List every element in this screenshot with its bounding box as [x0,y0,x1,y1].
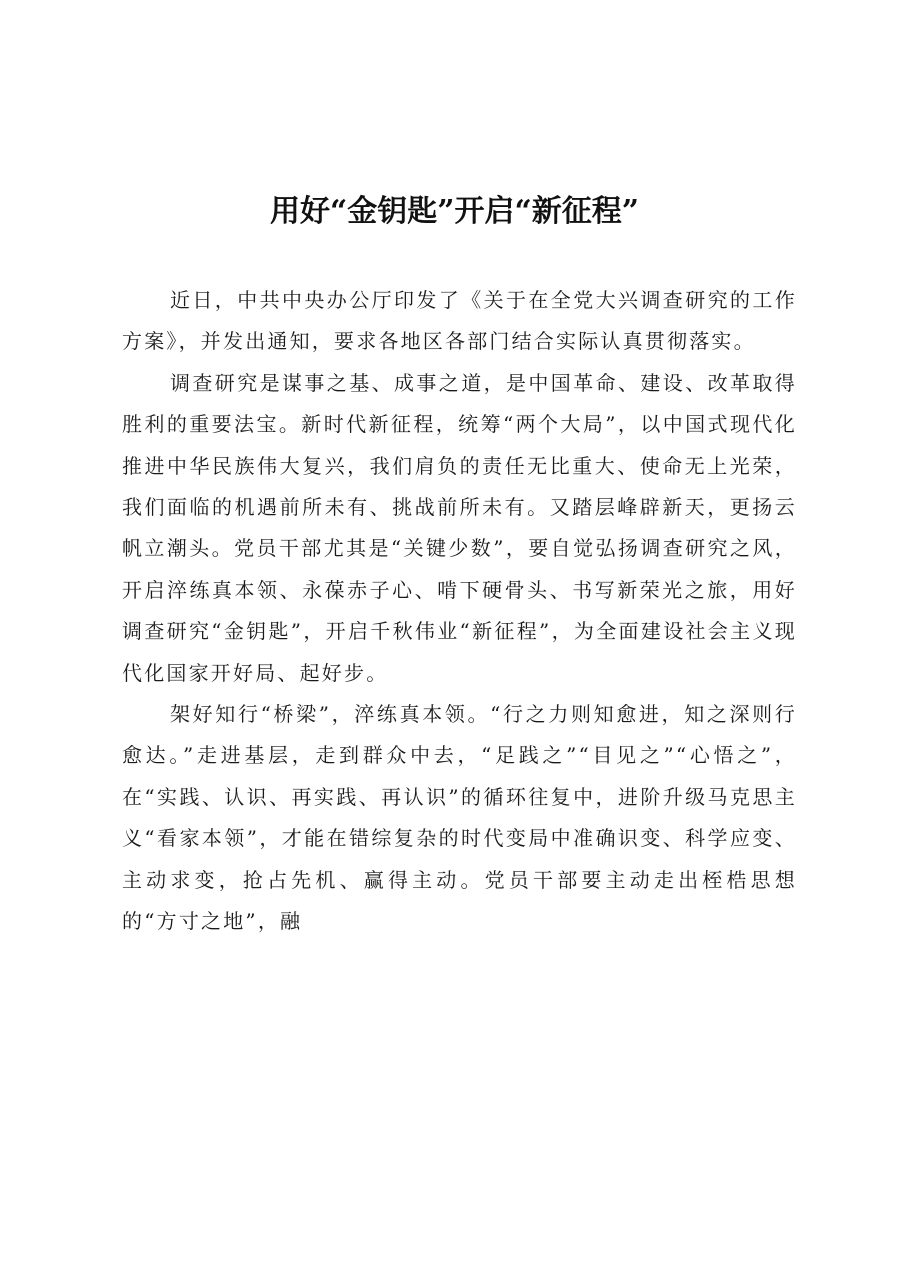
paragraph-intro: 近日，中共中央办公厅印发了《关于在全党大兴调查研究的工作方案》，并发出通知，要求各地区各部门结合实际认真贯彻落实。 [122,288,797,354]
paragraph-significance: 调查研究是谋事之基、成事之道，是中国革命、建设、改革取得胜利的重要法宝。新时代新征程，统筹“两个大局”，以中国式现代化推进中华民族伟大复兴，我们肩负的责任无比重大、使命无上光荣，我们面临的机遇前所未有、挑战前所未有。又踏层峰辟新天，更扬云帆立潮头。党员干部尤其是“关键少数”，要自觉弘扬调查研究之风，开启淬练真本领、永葆赤子心、啃下硬骨头、书写新荣光之旅，用好调查研究“金钥匙”，开启千秋伟业“新征程”，为全面建设社会主义现代化国家开好局、起好步。 [122,370,797,685]
document-title: 用好“金钥匙”开启“新征程” [269,194,640,229]
document-body [122,280,797,943]
paragraph-knowledge-action: 架好知行“桥梁”，淬练真本领。“行之力则知愈进，知之深则行愈达。”走进基层，走到群众中去，“足践之”“目见之”“心悟之”，在“实践、认识、再实践、再认识”的循环往复中，进阶升级马克思主义“看家本领”，才能在错综复杂的时代变局中准确识变、科学应变、主动求变，抢占先机、赢得主动。党员干部要主动走出桎梏思想的“方寸之地”，融 [122,702,797,934]
